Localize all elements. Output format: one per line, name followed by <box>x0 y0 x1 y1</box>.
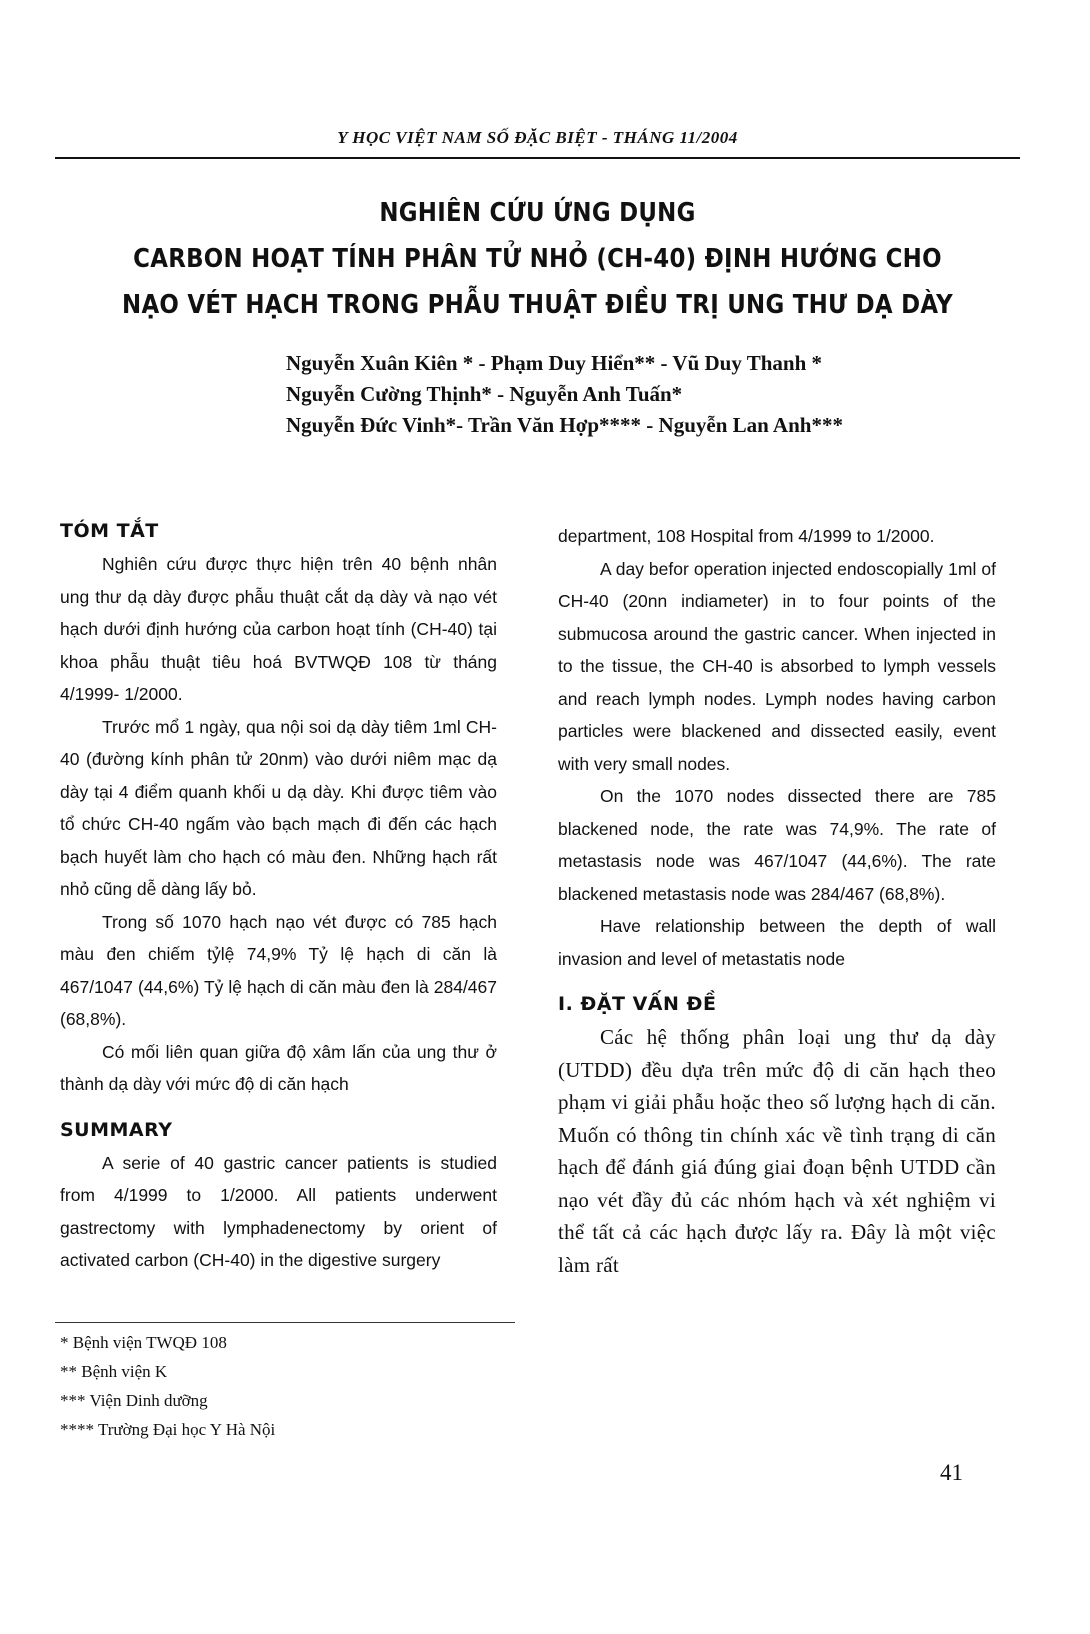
article-title <box>113 190 962 328</box>
footnote-4: **** Trường Đại học Y Hà Nội <box>60 1420 276 1439</box>
title-line-1: NGHIÊN CỨU ỨNG DỤNG <box>379 198 696 228</box>
tom-tat-heading: TÓM TẮT <box>60 520 159 542</box>
authors-line-1: Nguyễn Xuân Kiên * - Phạm Duy Hiển** - Vũ Duy Thanh * <box>286 351 823 375</box>
tom-tat-paragraph-2: Trước mổ 1 ngày, qua nội soi dạ dày tiêm 1ml CH-40 (đường kính phân tử 20nm) vào dưới niêm mạc dạ dày tại 4 điểm quanh khối u dạ dày. Khi được tiêm vào tổ chức CH-40 ngấm vào bạch mạch đi đến các hạch bạch huyết làm cho hạch có màu đen. Những hạch rất nhỏ cũng dễ dàng lấy bỏ. <box>60 716 497 899</box>
summary-heading: SUMMARY <box>60 1118 173 1141</box>
footnote-3: *** Viện Dinh dưỡng <box>60 1391 208 1410</box>
summary-paragraph-4: Have relationship between the depth of wall invasion and level of metastatis node <box>558 916 996 969</box>
journal-header: Y HỌC VIỆT NAM SỐ ĐẶC BIỆT - THÁNG 11/2004 <box>337 128 738 147</box>
footnote-rule <box>55 1322 515 1323</box>
page-number: 41 <box>940 1460 963 1485</box>
right-column <box>558 520 996 1281</box>
left-column <box>60 520 497 1277</box>
authors-line-3: Nguyễn Đức Vinh*- Trần Văn Hợp**** - Nguyễn Lan Anh*** <box>286 413 843 437</box>
summary-paragraph-2: A day befor operation injected endoscopially 1ml of CH-40 (20nn indiameter) in to four points of the submucosa around the gastric cancer. When injected in to the tissue, the CH-40 is absorbed to lymph vessels and reach lymph nodes. Lymph nodes having carbon particles were blackened and dissected easily, event with very small nodes. <box>558 558 996 774</box>
tom-tat-paragraph-1: Nghiên cứu được thực hiện trên 40 bệnh nhân ung thư dạ dày được phẫu thuật cắt dạ dày và nạo vét hạch dưới định hướng của carbon hoạt tính (CH-40) tại khoa phẫu thuật tiêu hoá BVTWQĐ 108 từ tháng 4/1999- 1/2000. <box>60 554 497 704</box>
section-1-paragraph-1: Các hệ thống phân loại ung thư dạ dày (UTDD) đều dựa trên mức độ di căn hạch theo phạm vi giải phẫu hoặc theo số lượng hạch di căn. Muốn có thông tin chính xác về tình trạng di căn hạch để đánh giá đúng giai đoạn bệnh UTDD cần nạo vét đầy đủ các nhóm hạch và xét nghiệm vi thể tất cả các hạch được lấy ra. Đây là một việc làm rất <box>558 1025 996 1277</box>
summary-continuation: department, 108 Hospital from 4/1999 to 1/2000. <box>558 526 935 546</box>
authors <box>286 348 1006 441</box>
title-line-2: CARBON HOẠT TÍNH PHÂN TỬ NHỎ (CH-40) ĐỊNH HƯỚNG CHO <box>133 244 942 274</box>
footnotes <box>60 1328 520 1444</box>
tom-tat-paragraph-4: Có mối liên quan giữa độ xâm lấn của ung thư ở thành dạ dày với mức độ di căn hạch <box>60 1041 497 1094</box>
summary-paragraph-1: A serie of 40 gastric cancer patients is studied from 4/1999 to 1/2000. All patients underwent gastrectomy with lymphadenectomy by orient of activated carbon (CH-40) in the digestive surgery <box>60 1152 497 1270</box>
authors-line-2: Nguyễn Cường Thịnh* - Nguyễn Anh Tuấn* <box>286 382 683 406</box>
title-line-3: NẠO VÉT HẠCH TRONG PHẪU THUẬT ĐIỀU TRỊ UNG THƯ DẠ DÀY <box>122 290 953 320</box>
footnote-1: * Bệnh viện TWQĐ 108 <box>60 1333 227 1352</box>
summary-paragraph-3: On the 1070 nodes dissected there are 785 blackened node, the rate was 74,9%. The rate of metastasis node was 467/1047 (44,6%). The rate blackened metastasis node was 284/467 (68,8%). <box>558 786 996 904</box>
tom-tat-paragraph-3: Trong số 1070 hạch nạo vét được có 785 hạch màu đen chiếm tỷlệ 74,9% Tỷ lệ hạch di căn là 467/1047 (44,6%) Tỷ lệ hạch di căn màu đen là 284/467 (68,8%). <box>60 911 497 1029</box>
section-1-heading: I. ĐẶT VẤN ĐỀ <box>558 993 717 1015</box>
footnote-2: ** Bệnh viện K <box>60 1362 168 1381</box>
header-rule <box>55 157 1020 159</box>
